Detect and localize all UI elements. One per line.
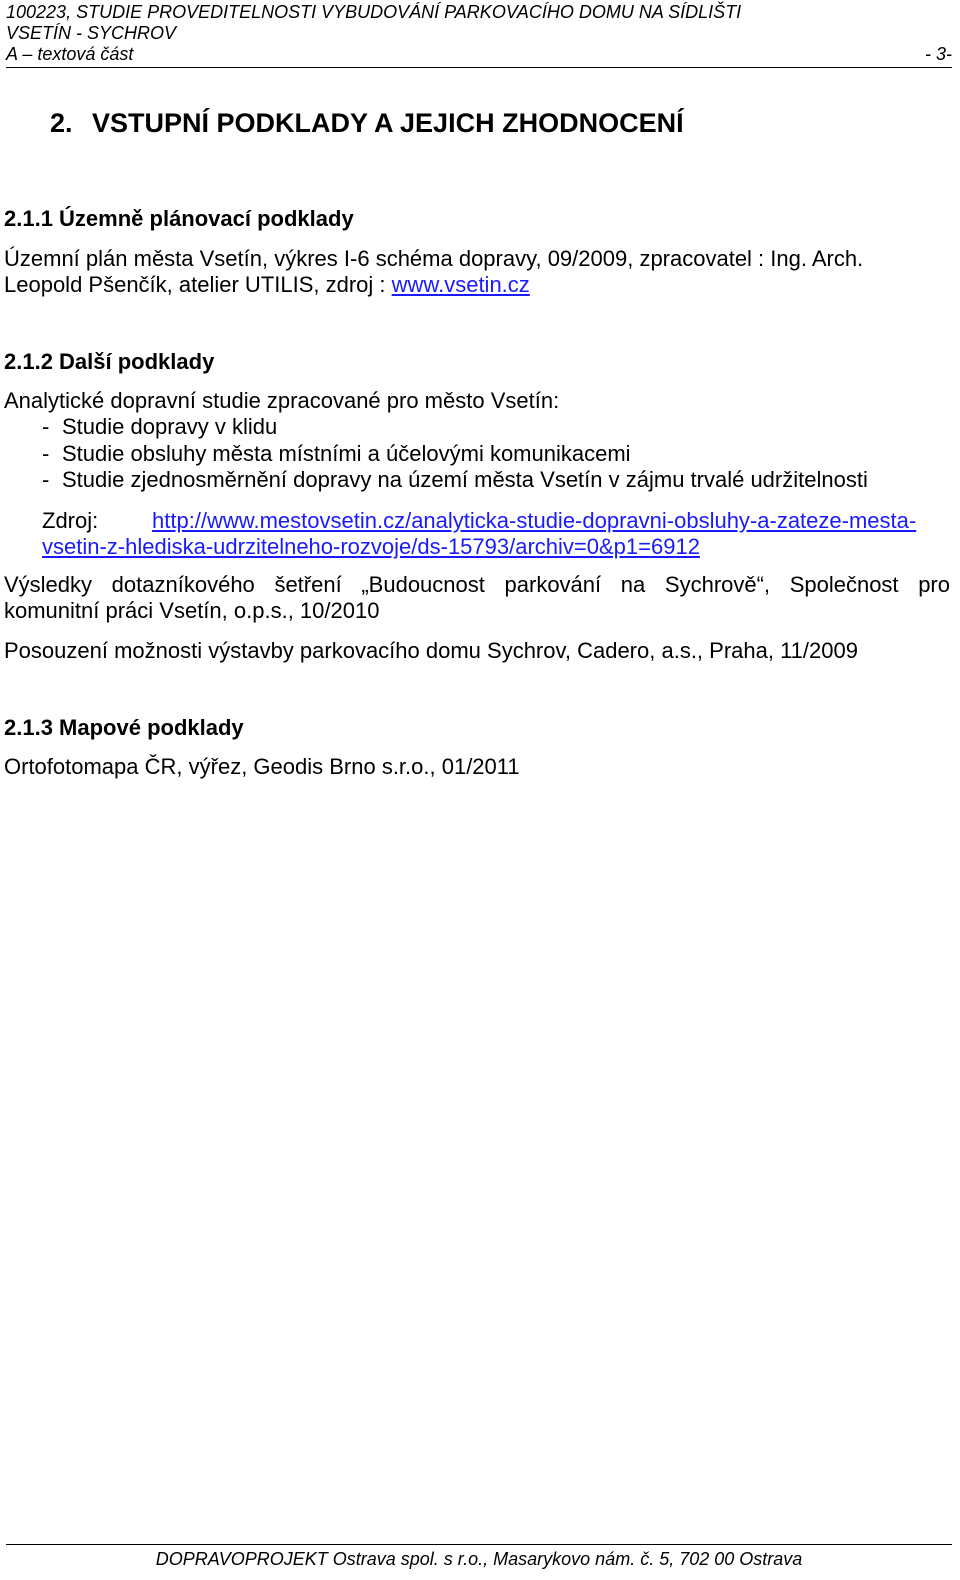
header-title-line1: 100223, STUDIE PROVEDITELNOSTI VYBUDOVÁNÍ PARKOVACÍHO DOMU NA SÍDLIŠTI bbox=[6, 2, 742, 22]
header-title-line2: VSETÍN - SYCHROV bbox=[6, 23, 177, 43]
list-dash: - bbox=[42, 440, 50, 466]
section-213-text: Ortofotomapa ČR, výřez, Geodis Brno s.r.o., 01/2011 bbox=[4, 754, 520, 779]
list-item bbox=[42, 414, 868, 441]
list-item-text: Studie obsluhy města místními a účelovými komunikacemi bbox=[62, 440, 631, 466]
header-row3 bbox=[6, 44, 952, 65]
header-part-label: A – textová část bbox=[6, 44, 134, 64]
section-211-line1: Územní plán města Vsetín, výkres I-6 schéma dopravy, 09/2009, zpracovatel : Ing. Arch. bbox=[4, 246, 864, 271]
section-212-heading: 2.1.2 Další podklady bbox=[4, 349, 215, 374]
section-213-heading: 2.1.3 Mapové podklady bbox=[4, 715, 244, 740]
survey-paragraph bbox=[4, 572, 950, 624]
source-line2 bbox=[42, 534, 952, 560]
header-page-number: - 3- bbox=[925, 44, 952, 64]
list-dash: - bbox=[42, 414, 50, 439]
list-item bbox=[42, 467, 868, 494]
source-link-part1[interactable]: http://www.mestovsetin.cz/analyticka-studie-dopravni-obsluhy-a-zateze-mesta- bbox=[152, 508, 917, 533]
section-212-intro: Analytické dopravní studie zpracované pro město Vsetín: bbox=[4, 388, 560, 413]
source-label: Zdroj: bbox=[42, 508, 99, 533]
page-footer: DOPRAVOPROJEKT Ostrava spol. s r.o., Masarykovo nám. č. 5, 702 00 Ostrava bbox=[6, 1544, 952, 1570]
list-item bbox=[42, 441, 868, 468]
survey-line1-text: Výsledky dotazníkového šetření „Budoucnost parkování na Sychrově“, Společnost pro bbox=[4, 572, 950, 597]
section-211-line2 bbox=[4, 272, 950, 298]
studies-list bbox=[42, 414, 868, 494]
chapter-title: VSTUPNÍ PODKLADY A JEJICH ZHODNOCENÍ bbox=[92, 108, 684, 138]
source-line1 bbox=[42, 508, 952, 534]
section-211-line2-text: Leopold Pšenčík, atelier UTILIS, zdroj : bbox=[4, 272, 392, 297]
chapter-number: 2. bbox=[50, 108, 73, 138]
vsetin-link[interactable]: www.vsetin.cz bbox=[391, 272, 530, 297]
assessment-paragraph: Posouzení možnosti výstavby parkovacího domu Sychrov, Cadero, a.s., Praha, 11/2009 bbox=[4, 638, 858, 663]
section-211-heading: 2.1.1 Územně plánovací podklady bbox=[4, 206, 354, 231]
section-211-text bbox=[4, 246, 950, 298]
list-item-text: Studie dopravy v klidu bbox=[62, 414, 278, 439]
survey-line1 bbox=[4, 572, 950, 598]
list-item-text: Studie zjednosměrnění dopravy na území města Vsetín v zájmu trvalé udržitelnosti bbox=[62, 467, 868, 492]
source-block bbox=[42, 508, 952, 560]
page-header bbox=[6, 2, 952, 68]
source-link-part2[interactable]: vsetin-z-hlediska-udrzitelneho-rozvoje/ds-15793/archiv=0&p1=6912 bbox=[42, 534, 700, 559]
chapter-heading bbox=[50, 108, 684, 139]
survey-line2: komunitní práci Vsetín, o.p.s., 10/2010 bbox=[4, 598, 380, 623]
list-dash: - bbox=[42, 467, 50, 492]
